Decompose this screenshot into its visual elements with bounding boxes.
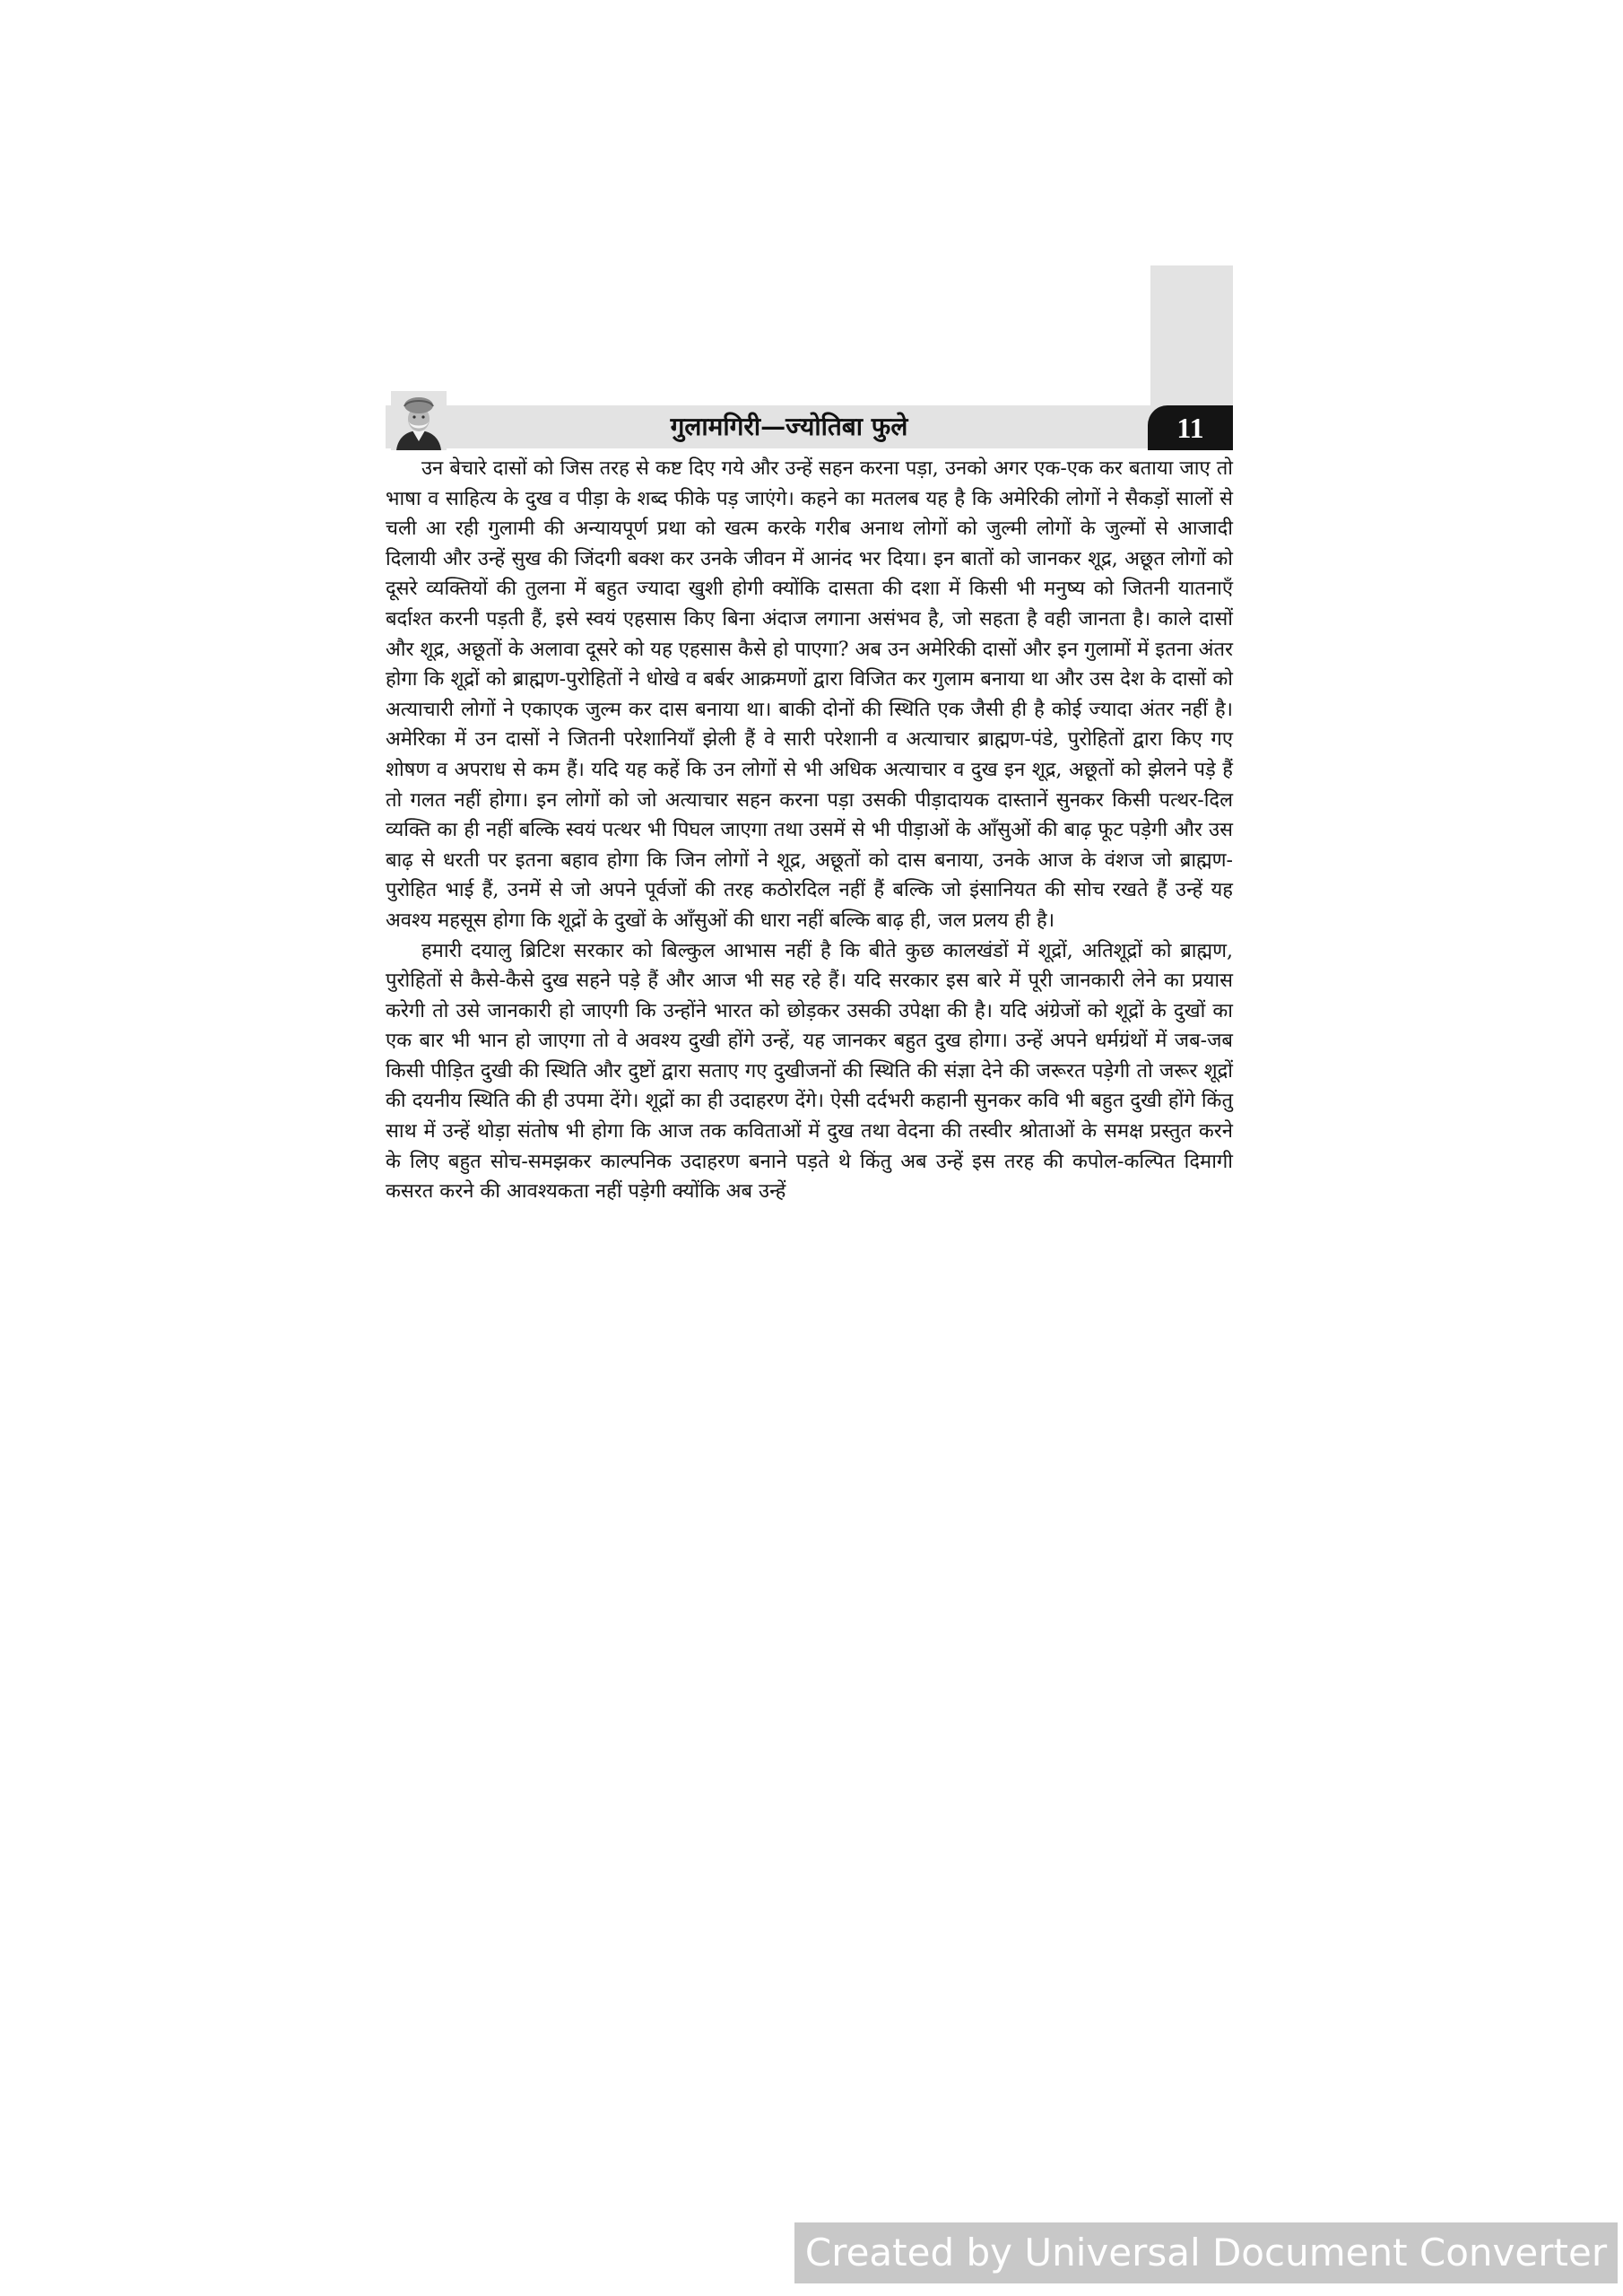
body-paragraph: हमारी दयालु ब्रिटिश सरकार को बिल्कुल आभास नहीं है कि बीते कुछ कालखंडों में शूद्रों, अतिशूद्रों को ब्राह्मण, पुरोहितों से कैसे-कैसे दुख सहने पड़े हैं और आज भी सह रहे हैं। यदि सरकार इस बारे में पूरी जानकारी लेने का प्रयास करेगी तो उसे जानकारी हो जाएगी कि उन्होंने भारत को छोड़कर उसकी उपेक्षा की है। यदि अंग्रेजों को शूद्रों के दुखों का एक बार भी भान हो जाएगा तो वे अवश्य दुखी होंगे उन्हें, यह जानकर बहुत दुख होगा। उन्हें अपने धर्मग्रंथों में जब-जब किसी पीड़ित दुखी की स्थिति और दुष्टों द्वारा सताए गए दुखीजनों की स्थिति की संज्ञा देने की जरूरत पड़ेगी तो जरूर शूद्रों की दयनीय स्थिति की ही उपमा देंगे। शूद्रों का ही उदाहरण देंगे। ऐसी दर्दभरी कहानी सुनकर कवि भी बहुत दुखी होंगे किंतु साथ में उन्हें थोड़ा संतोष भी होगा कि आज तक कविताओं में दुख तथा वेदना की तस्वीर श्रोताओं के समक्ष प्रस्तुत करने के लिए बहुत सोच-समझकर काल्पनिक उदाहरण बनाने पड़ते थे किंतु अब उन्हें इस तरह की कपोल-कल्पित दिमागी कसरत करने की आवश्यकता नहीं पड़ेगी क्योंकि अब उन्हें bbox=[386, 939, 1233, 1204]
body-text bbox=[386, 454, 1233, 1207]
body-paragraph: उन बेचारे दासों को जिस तरह से कष्ट दिए गये और उन्हें सहन करना पड़ा, उनको अगर एक-एक कर बताया जाए तो भाषा व साहित्य के दुख व पीड़ा के शब्द फीके पड़ जाएंगे। कहने का मतलब यह है कि अमेरिकी लोगों ने सैकड़ों सालों से चली आ रही गुलामी की अन्यायपूर्ण प्रथा को खत्म करके गरीब अनाथ लोगों को जुल्मी लोगों के जुल्मों से आजादी दिलायी और उन्हें सुख की जिंदगी बक्श कर उनके जीवन में आनंद भर दिया। इन बातों को जानकर शूद्र, अछूत लोगों को दूसरे व्यक्तियों की तुलना में बहुत ज्यादा खुशी होगी क्योंकि दासता की दशा में किसी भी मनुष्य को जितनी यातनाएँ बर्दाश्त करनी पड़ती हैं, इसे स्वयं एहसास किए बिना अंदाज लगाना असंभव है, जो सहता है वही जानता है। काले दासों और शूद्र, अछूतों के अलावा दूसरे को यह एहसास कैसे हो पाएगा? अब उन अमेरिकी दासों और इन गुलामों में इतना अंतर होगा कि शूद्रों को ब्राह्मण-पुरोहितों ने धोखे व बर्बर आक्रमणों द्वारा विजित कर गुलाम बनाया था और उस देश के दासों को अत्याचारी लोगों ने एकाएक जुल्म कर दास बनाया था। बाकी दोनों की स्थिति एक जैसी ही है कोई ज्यादा अंतर नहीं है। अमेरिका में उन दासों ने जितनी परेशानियाँ झेली हैं वे सारी परेशानी व अत्याचार ब्राह्मण-पंडे, पुरोहितों द्वारा किए गए शोषण व अपराध से कम हैं। यदि यह कहें कि उन लोगों से भी अधिक अत्याचार व दुख इन शूद्र, अछूतों को झेलने पड़े हैं तो गलत नहीं होगा। इन लोगों को जो अत्याचार सहन करना पड़ा उसकी पीड़ादायक दास्तानें सुनकर किसी पत्थर-दिल व्यक्ति का ही नहीं बल्कि स्वयं पत्थर भी पिघल जाएगा तथा उसमें से भी पीड़ाओं के आँसुओं की बाढ़ फूट पड़ेगी और उस बाढ़ से धरती पर इतना बहाव होगा कि जिन लोगों ने शूद्र, अछूतों को दास बनाया, उनके आज के वंशज जो ब्राह्मण-पुरोहित भाई हैं, उनमें से जो अपने पूर्वजों की तरह कठोरदिल नहीं हैं बल्कि जो इंसानियत की सोच रखते हैं उन्हें यह अवश्य महसूस होगा कि शूद्रों के दुखों के आँसुओं की धारा नहीं बल्कि बाढ़ ही, जल प्रलय ही है। bbox=[386, 457, 1233, 932]
page-number: 11 bbox=[1148, 405, 1233, 450]
author-portrait-icon bbox=[391, 391, 447, 450]
converter-watermark: Created by Universal Document Converter bbox=[794, 2222, 1618, 2283]
running-title: गुलामगिरी—ज्योतिबा फुले bbox=[670, 412, 908, 441]
